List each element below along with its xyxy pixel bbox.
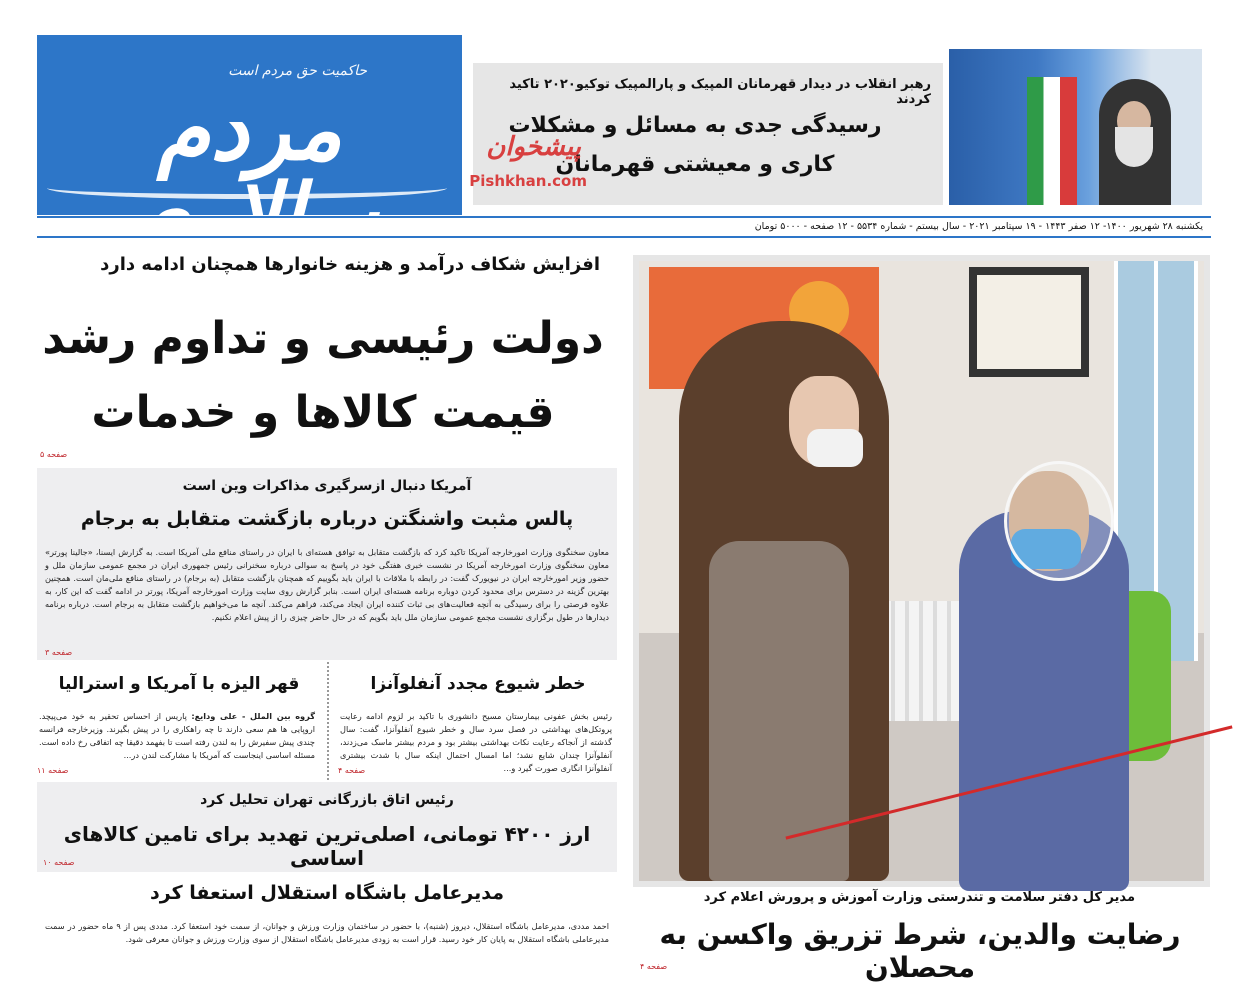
teacher-mask bbox=[807, 429, 863, 467]
newspaper-logo: مردم سالاری bbox=[121, 79, 378, 266]
story4-byline: گروه بین الملل - علی ودایع: bbox=[191, 711, 315, 721]
leader-photo bbox=[949, 49, 1202, 205]
watermark-en: Pishkhan.com bbox=[469, 172, 587, 190]
main-story-page-ref: صفحه ۵ bbox=[40, 450, 68, 459]
story2-kicker: آمریکا دنبال ازسرگیری مذاکرات وین است bbox=[182, 478, 472, 494]
masthead-slogan: حاکمیت حق مردم است bbox=[228, 63, 367, 79]
main-headline-line2: قیمت کالاها و خدمات bbox=[91, 387, 555, 438]
story4-text: پاریس از احساس تحقیر به خود می‌پیچد. اروپایی ها هم سعی دارند تا چه راهکاری را در پیش بگیرند. وزیرخارجه فرانسه چندی پیش سفیرش را به لندن رفته است تا بفهمد دقیقا چه اتفاقی رخ داده است. مسئله اساسی اینجاست که آمریکا با مشارکت لندن در... bbox=[39, 711, 315, 760]
logo-swoosh bbox=[47, 177, 447, 199]
watermark bbox=[465, 132, 595, 192]
story-currency bbox=[37, 782, 617, 872]
photo-story-headline: رضایت والدین، شرط تزریق واکسن به محصلان bbox=[659, 918, 1181, 984]
story4-page-ref: صفحه ۱۱ bbox=[37, 766, 69, 775]
story2-page-ref: صفحه ۳ bbox=[45, 648, 73, 657]
story2-headline: پالس مثبت واشنگتن درباره بازگشت متقابل به برجام bbox=[80, 508, 574, 530]
story3-headline: خطر شیوع مجدد آنفلوآنزا bbox=[370, 674, 586, 694]
story-influenza bbox=[338, 668, 618, 780]
photo-frame bbox=[969, 267, 1089, 377]
top-banner-kicker: رهبر انقلاب در دیدار قهرمانان المپیک و پارالمپیک توکیو۲۰۲۰ تاکید کردند bbox=[509, 77, 931, 107]
story5-headline: ارز ۴۲۰۰ تومانی، اصلی‌ترین تهدید برای تامین کالاهای اساسی bbox=[63, 822, 591, 870]
watermark-fa: پیشخوان bbox=[486, 132, 581, 162]
top-banner-headline: رسیدگی جدی به مسائل و مشکلات کاری و معیشتی قهرمانان bbox=[508, 113, 882, 177]
main-story-kicker: افزایش شکاف درآمد و هزینه خانوارها همچنان ادامه دارد bbox=[100, 254, 600, 275]
main-headline-line1: دولت رئیسی و تداوم رشد bbox=[42, 313, 604, 364]
story6-body: احمد مددی، مدیرعامل باشگاه استقلال، دیروز (شنبه)، با حضور در ساختمان وزارت ورزش و جوانان، از سمت خود استعفا کرد. مددی پس از ۹ ماه حضور در سمت مدیرعاملی باشگاه استقلال به پایان کار خود رسید. قرار است به زودی مدیرعامل باشگاه استقلال از سوی وزارت ورزش و جوانان معرفی شود. bbox=[45, 921, 609, 944]
date-bar: یکشنبه ۲۸ شهریور ۱۴۰۰- ۱۲ صفر ۱۴۴۳ - ۱۹ سپتامبر ۲۰۲۱ - سال بیستم - شماره ۵۵۳۴ - ۱۲ صفحه - ۵۰۰۰ تومان bbox=[37, 216, 1211, 238]
story5-page-ref: صفحه ۱۰ bbox=[43, 858, 75, 867]
school-vaccination-photo bbox=[633, 255, 1210, 887]
story2-body: معاون سخنگوی وزارت امورخارجه آمریکا تاکید کرد که بازگشت متقابل به توافق هسته‌ای با ایران در راستای منافع ملی آمریکا است. به گزارش ایسنا، «جالینا پورتر» معاون سخنگوی وزارت امورخارجه آمریکا در نشست خبری هفتگی خود در پاسخ به سوالی درباره سخنرانی رئیس جمهوری ایران در مجمع عمومی سازمان ملل و حضور وزیر امورخارجه ایران در نیویورک گفت: در رابطه با ملاقات با ایران باید بگوییم که همچنان بازگشت متقابل (به برجام) در راستای منافع ملی‌مان است. همچنین بهترین گزینه در دسترس برای محدود کردن دوباره برنامه هسته‌ای ایران است. بنابر گزارش روی سایت وزارت امورخارجه آمریکا، پورتر در ادامه گفت که این کار، به علاوه فرصتی را برای رسیدگی به آنچه فعالیت‌های بی ثبات کننده ایران ایجاد می‌کند، فراهم می‌کند. آنچه ما می‌خواهیم بازگشت متقابل به برجام است. درباره برنامه دیدارها در طول برگزاری نشست مجمع عمومی سازمان ملل باید بگویم که در حال حاضر چیزی را از پیش اعلام نکنیم. bbox=[45, 547, 609, 622]
main-story-headline bbox=[36, 302, 610, 450]
teacher-body bbox=[709, 541, 849, 881]
column-divider bbox=[327, 662, 329, 780]
photo-story-page-ref: صفحه ۴ bbox=[640, 962, 668, 971]
speaker-beard bbox=[1115, 127, 1153, 167]
iran-flag bbox=[1027, 77, 1077, 205]
story-vienna-talks bbox=[37, 468, 617, 660]
story4-headline: قهر الیزه با آمریکا و استرالیا bbox=[58, 674, 300, 694]
story3-body: رئیس بخش عفونی بیمارستان مسیح دانشوری با تاکید بر لزوم ادامه رعایت پروتکل‌های بهداشتی در فصل سرد سال و خطر شیوع آنفلوآنزا، گفت: سال گذشته از آنجاکه رعایت نکات بهداشتی بیشتر بود و مردم بیشتر ماسک می‌زدند، آنفلوآنزا چندان شایع نشد؛ اما امسال احتمال اینکه سال با شدت بیشتری آنفلوآنزا انگاری صورت گیرد و... bbox=[340, 711, 612, 773]
masthead bbox=[37, 35, 462, 266]
story-elysee bbox=[37, 668, 321, 780]
story-esteghlal bbox=[37, 876, 617, 986]
story5-kicker: رئیس اتاق بازرگانی تهران تحلیل کرد bbox=[200, 792, 454, 808]
story6-headline: مدیرعامل باشگاه استقلال استعفا کرد bbox=[150, 882, 504, 904]
student-face-shield bbox=[1004, 461, 1114, 581]
story3-page-ref: صفحه ۴ bbox=[338, 766, 366, 775]
story4-body bbox=[39, 710, 315, 762]
photo-story-kicker: مدیر کل دفتر سلامت و تندرستی وزارت آموزش و پرورش اعلام کرد bbox=[703, 890, 1135, 905]
